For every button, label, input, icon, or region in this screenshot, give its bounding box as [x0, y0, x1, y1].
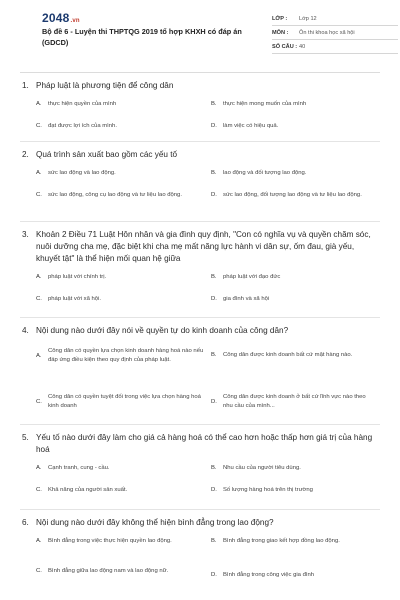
option-c[interactable]: C. đạt được lợi ích của mình.	[36, 123, 117, 129]
exam-title: Bộ đề 6 - Luyện thi THPTQG 2019 tổ hợp KHXH có đáp án (GDCD)	[42, 27, 242, 47]
question-4	[22, 325, 380, 425]
option-d[interactable]: D. sức lao động, đối tượng lao động và tư liệu lao động.	[211, 192, 362, 198]
meta-row-count: SỐ CÂU : 40	[272, 40, 398, 54]
exam-header	[20, 0, 380, 64]
option-b[interactable]: B. lao động và đối tượng lao động.	[211, 170, 307, 176]
meta-row-class: LỚP : Lớp 12	[272, 12, 398, 26]
question-text: Yếu tố nào dưới đây làm cho giá cả hàng hoá có thể cao hơn hoặc thấp hơn giá trị của hàng hoá	[36, 433, 373, 454]
question-1	[22, 80, 380, 132]
question-number: 4.	[22, 326, 29, 335]
question-divider	[20, 141, 380, 142]
question-3	[22, 229, 380, 315]
question-divider	[20, 424, 380, 425]
question-number: 3.	[22, 230, 29, 239]
meta-row-subject: MÔN : Ôn thi khoa học xã hội	[272, 26, 398, 40]
option-a[interactable]: A. Công dân có quyền lựa chọn kinh doanh hàng hoá nào nếu đáp ứng điều kiện theo quy định của pháp luật.	[36, 348, 204, 363]
question-text: Khoản 2 Điều 71 Luật Hôn nhân và gia đình quy định, "Con có nghĩa vụ và quyền chăm sóc, nuôi dưỡng cha mẹ, đặc biệt khi cha mẹ mất năng lực hành vi dân sự, ốm đau, già yếu, khuyết tật" là thể hiện mối quan hệ giữa	[36, 230, 371, 263]
option-c[interactable]: C. Bình đẳng giữa lao động nam và lao động nữ.	[36, 568, 169, 574]
option-b[interactable]: B. Công dân được kinh doanh bất cứ mặt hàng nào.	[211, 352, 353, 358]
option-c[interactable]: C. pháp luật với xã hội.	[36, 296, 101, 302]
option-d[interactable]: D. làm việc có hiệu quả.	[211, 123, 279, 129]
option-c[interactable]: C. sức lao động, công cụ lao động và tư liệu lao động.	[36, 192, 182, 198]
exam-meta	[272, 12, 398, 54]
question-number: 1.	[22, 81, 29, 90]
question-divider	[20, 221, 380, 222]
option-a[interactable]: A. Bình đẳng trong việc thực hiện quyền lao động.	[36, 538, 172, 544]
question-5	[22, 432, 380, 496]
question-number: 6.	[22, 518, 29, 527]
question-divider	[20, 509, 380, 510]
question-2	[22, 149, 380, 209]
option-a[interactable]: A. Cạnh tranh, cung - cầu.	[36, 465, 110, 471]
option-b[interactable]: B. pháp luật với đạo đức	[211, 274, 281, 280]
question-number: 2.	[22, 150, 29, 159]
option-d[interactable]: D. gia đình và xã hội	[211, 296, 270, 302]
question-6	[22, 517, 380, 595]
option-c[interactable]: C. Khả năng của người sản xuất.	[36, 487, 128, 493]
option-d[interactable]: D. Bình đẳng trong công việc gia đình	[211, 572, 315, 578]
question-text: Nội dung nào dưới đây nói về quyền tự do kinh doanh của công dân?	[36, 326, 289, 335]
option-c[interactable]: C. Công dân có quyền tuyệt đối trong việc lựa chọn hàng hoá kinh doanh	[36, 394, 201, 409]
option-b[interactable]: B. Bình đẳng trong giao kết hợp đồng lao động.	[211, 538, 340, 544]
question-number: 5.	[22, 433, 29, 442]
question-text: Quá trình sản xuất bao gồm các yếu tố	[36, 150, 178, 159]
question-text: Nội dung nào dưới đây không thể hiện bình đẳng trong lao động?	[36, 518, 274, 527]
option-a[interactable]: A. thực hiện quyền của mình	[36, 101, 117, 107]
site-logo[interactable]: 2048.vn	[42, 11, 80, 25]
option-b[interactable]: B. thực hiện mong muốn của mình	[211, 101, 307, 107]
option-a[interactable]: A. pháp luật với chính trị.	[36, 274, 107, 280]
option-d[interactable]: D. Số lượng hàng hoá trên thị trường	[211, 487, 313, 493]
question-text: Pháp luật là phương tiện để công dân	[36, 81, 174, 90]
header-divider	[20, 72, 380, 73]
question-divider	[20, 317, 380, 318]
option-a[interactable]: A. sức lao động và lao động.	[36, 170, 116, 176]
option-d[interactable]: D. Công dân được kinh doanh ở bất cứ lĩnh vực nào theo nhu cầu của mình...	[211, 394, 366, 409]
option-b[interactable]: B. Nhu cầu của người tiêu dùng.	[211, 465, 301, 471]
